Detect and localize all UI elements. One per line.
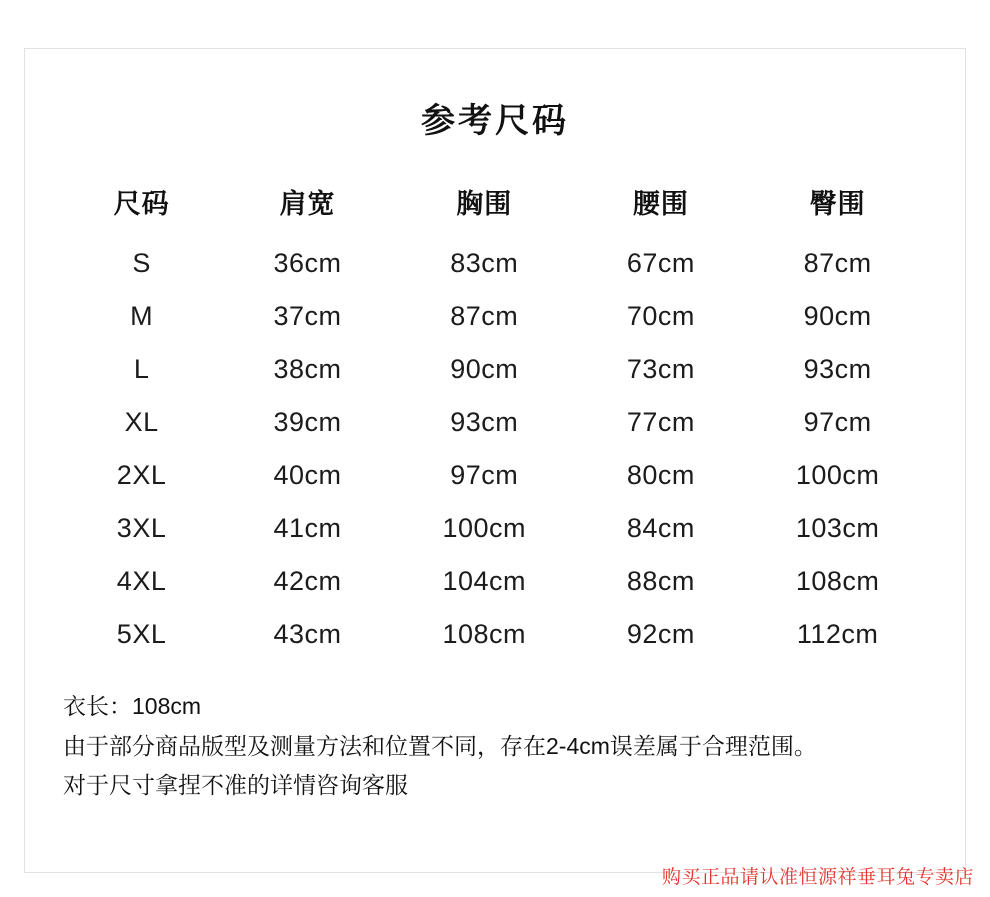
cell-shoulder: 41cm xyxy=(273,513,342,543)
cell-bust: 100cm xyxy=(442,513,526,543)
cell-hip: 90cm xyxy=(803,301,872,331)
cell-waist: 67cm xyxy=(626,248,695,278)
column-header-size: 尺码 xyxy=(113,189,170,219)
cell-hip: 87cm xyxy=(803,248,872,278)
size-table-head xyxy=(64,176,926,237)
size-table-body xyxy=(64,237,926,661)
cell-waist: 77cm xyxy=(626,407,695,437)
cell-bust: 90cm xyxy=(450,354,519,384)
table-row xyxy=(64,237,926,290)
cell-bust: 87cm xyxy=(450,301,519,331)
cell-bust: 83cm xyxy=(450,248,519,278)
store-watermark: 购买正品请认准恒源祥垂耳兔专卖店 xyxy=(661,867,974,888)
cell-size: 3XL xyxy=(116,513,167,543)
cell-bust: 97cm xyxy=(450,460,519,490)
table-row xyxy=(64,290,926,343)
cell-size: M xyxy=(130,301,154,331)
cell-bust: 104cm xyxy=(442,566,526,596)
cell-waist: 70cm xyxy=(626,301,695,331)
cell-hip: 108cm xyxy=(795,566,880,596)
size-chart-card xyxy=(24,48,966,873)
cell-bust: 108cm xyxy=(442,619,526,649)
size-table xyxy=(64,176,926,661)
table-row xyxy=(64,608,926,661)
column-header-waist: 腰围 xyxy=(632,189,689,219)
cell-waist: 92cm xyxy=(626,619,695,649)
cell-bust: 93cm xyxy=(450,407,519,437)
cell-shoulder: 42cm xyxy=(273,566,342,596)
note-customer-service: 对于尺寸拿捏不准的详情咨询客服 xyxy=(63,772,408,799)
cell-hip: 100cm xyxy=(795,460,880,490)
column-header-hip: 臀围 xyxy=(809,189,866,219)
cell-size: 5XL xyxy=(116,619,167,649)
note-tolerance: 由于部分商品版型及测量方法和位置不同，存在2-4cm误差属于合理范围。 xyxy=(63,732,817,759)
table-row xyxy=(64,555,926,608)
table-header-row xyxy=(64,176,926,237)
cell-hip: 97cm xyxy=(803,407,872,437)
column-header-shoulder: 肩宽 xyxy=(279,189,336,219)
table-row xyxy=(64,502,926,555)
cell-shoulder: 37cm xyxy=(273,301,342,331)
cell-shoulder: 43cm xyxy=(273,619,342,649)
cell-hip: 93cm xyxy=(803,354,872,384)
cell-waist: 80cm xyxy=(626,460,695,490)
cell-waist: 84cm xyxy=(626,513,695,543)
note-garment-length: 衣长：108cm xyxy=(63,693,202,719)
cell-size: L xyxy=(133,354,150,384)
notes-block xyxy=(63,687,965,806)
cell-size: 2XL xyxy=(116,460,167,490)
table-row xyxy=(64,449,926,502)
cell-size: 4XL xyxy=(116,566,167,596)
cell-hip: 112cm xyxy=(796,619,879,649)
cell-shoulder: 39cm xyxy=(273,407,342,437)
cell-waist: 73cm xyxy=(626,354,695,384)
cell-shoulder: 40cm xyxy=(273,460,342,490)
cell-hip: 103cm xyxy=(795,513,880,543)
page-title: 参考尺码 xyxy=(421,102,569,140)
cell-shoulder: 38cm xyxy=(273,354,342,384)
cell-waist: 88cm xyxy=(626,566,695,596)
table-row xyxy=(64,396,926,449)
cell-size: XL xyxy=(124,407,159,437)
column-header-bust: 胸围 xyxy=(456,189,513,219)
table-row xyxy=(64,343,926,396)
cell-size: S xyxy=(132,248,151,278)
cell-shoulder: 36cm xyxy=(273,248,342,278)
